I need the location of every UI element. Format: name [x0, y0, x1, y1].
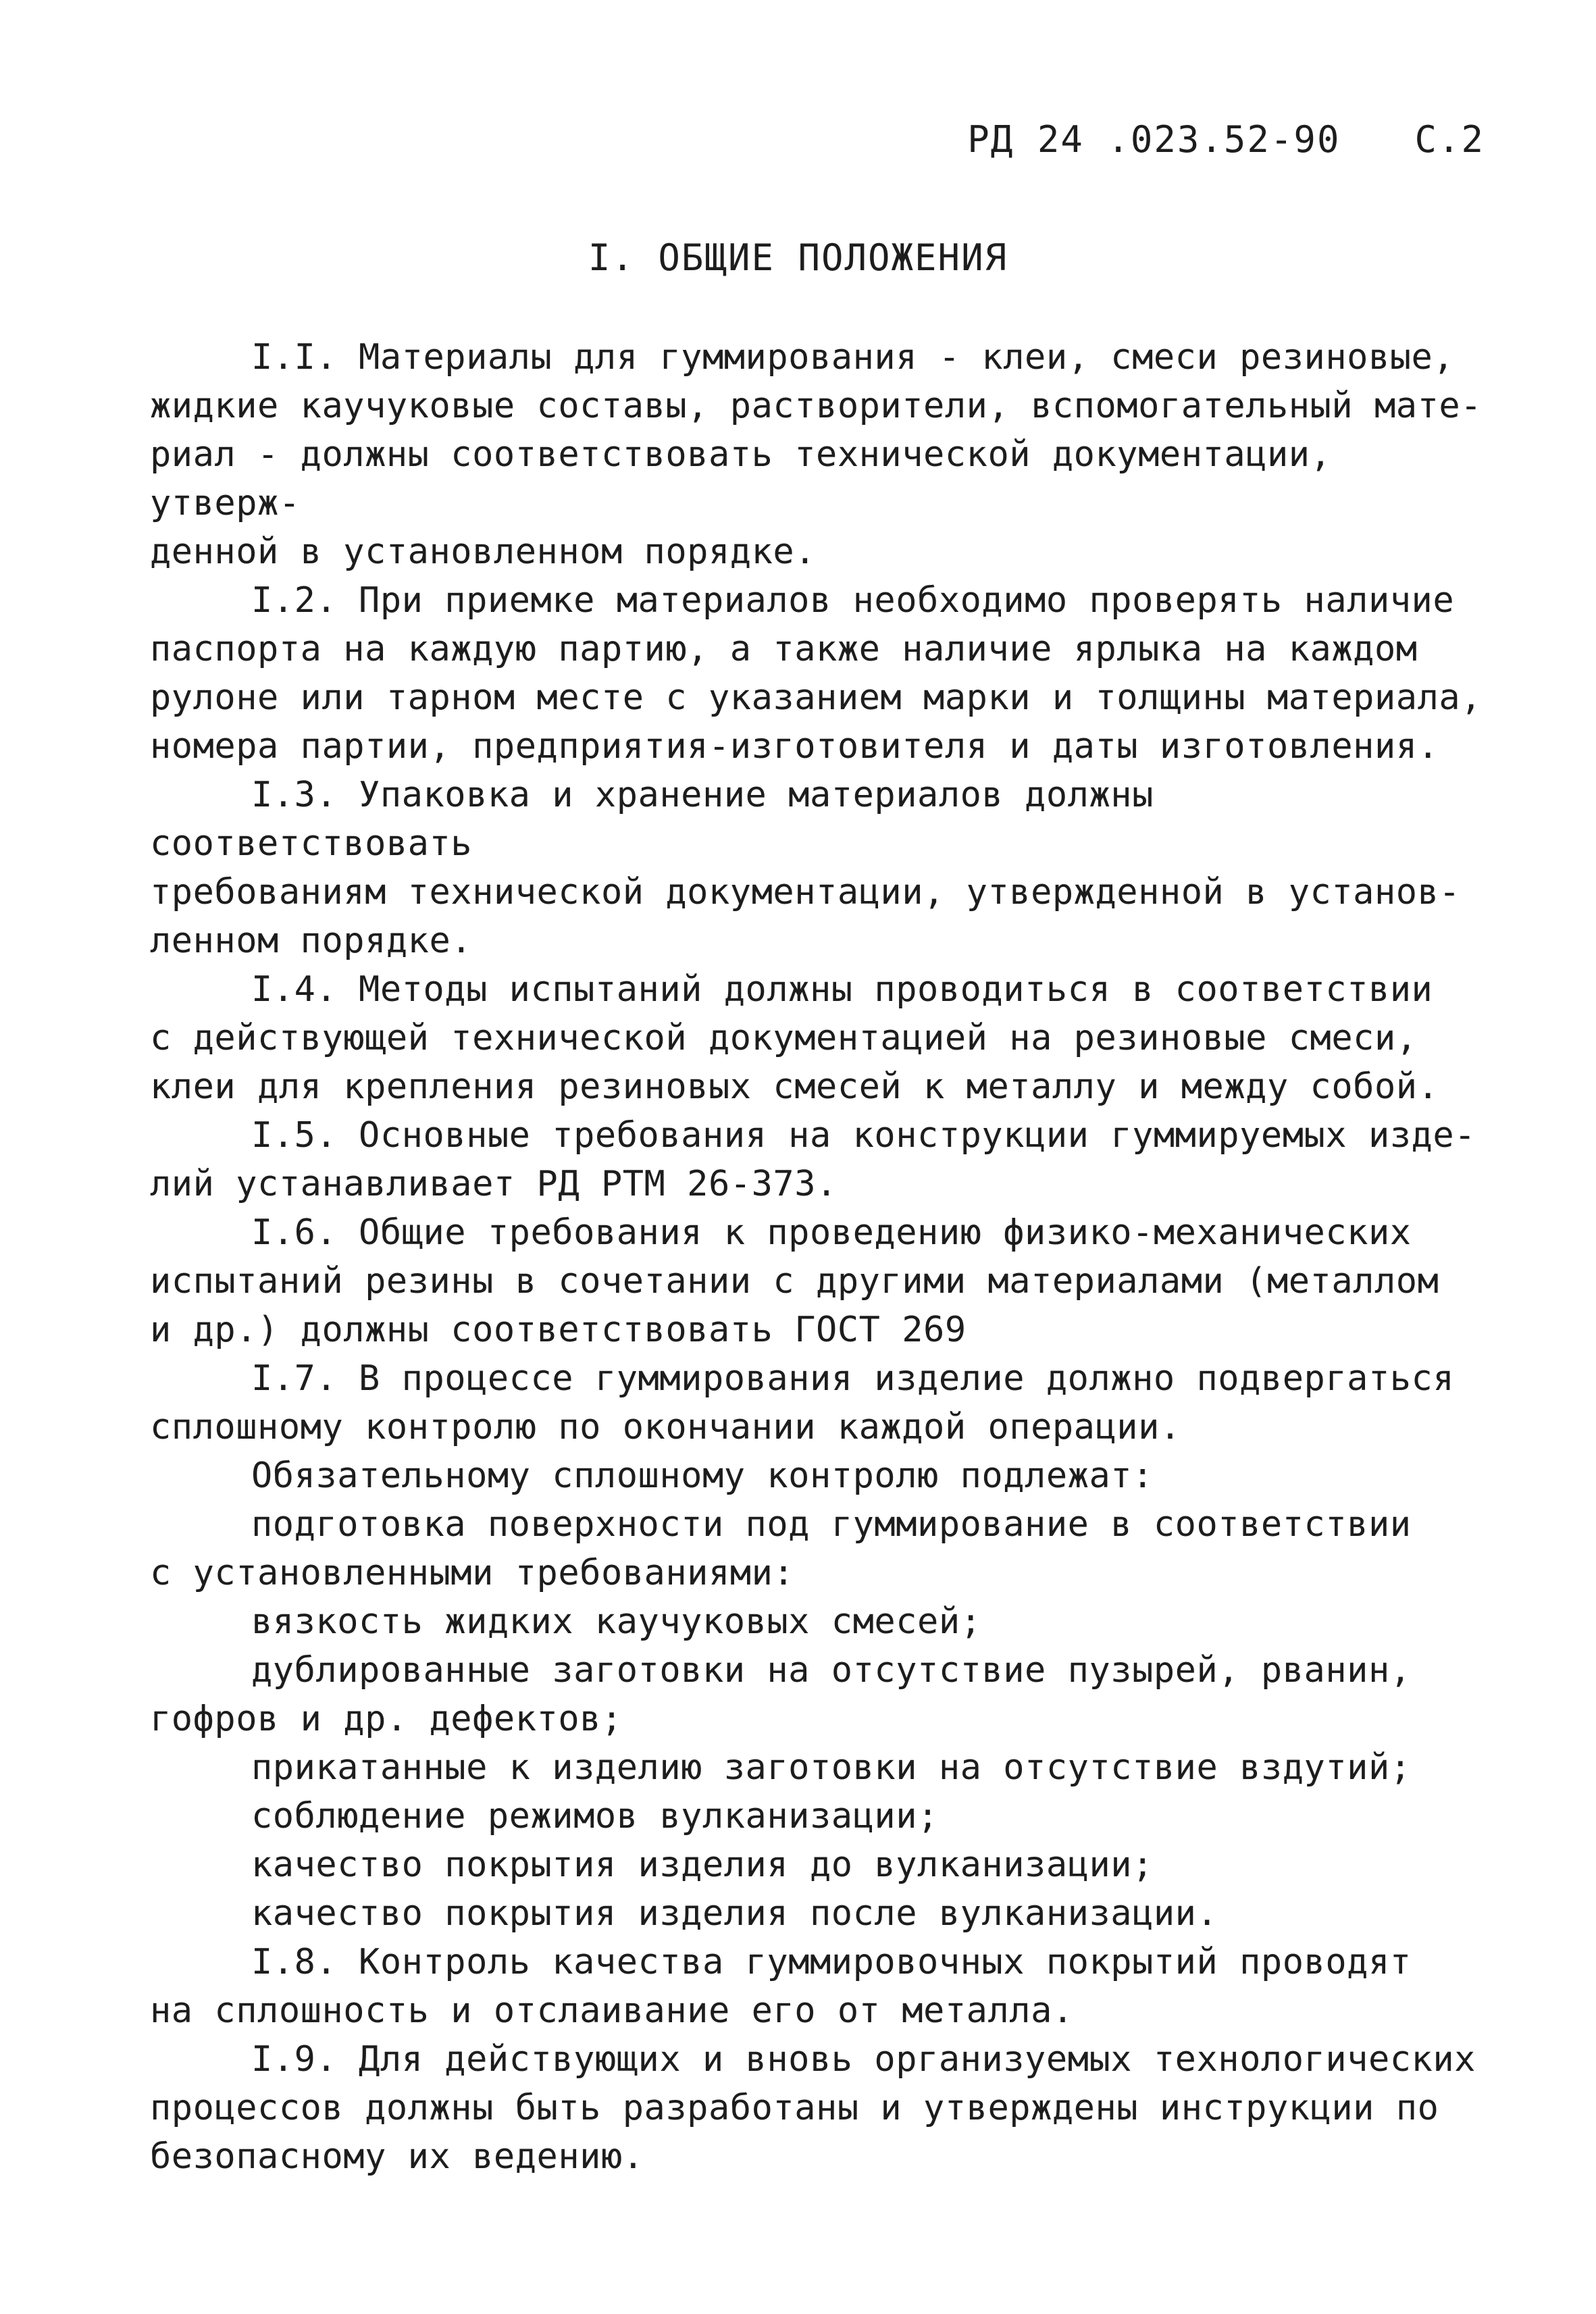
text-line: качество покрытия изделия после вулканизации.: [251, 1893, 1218, 1934]
text-line: вязкость жидких каучуковых смесей;: [251, 1601, 982, 1642]
text-line: I.6. Общие требования к проведению физико-механических: [251, 1212, 1412, 1253]
text-line: и др.) должны соответствовать ГОСТ 269: [150, 1310, 967, 1350]
section-title: I. ОБЩИЕ ПОЛОЖЕНИЯ: [588, 236, 1008, 279]
page-number: С.2: [1414, 118, 1485, 161]
document-body: [150, 333, 1494, 2181]
text-line: денной в установленном порядке.: [150, 532, 817, 572]
text-line: лий устанавливает РД РТМ 26-373.: [150, 1164, 838, 1204]
text-line: I.9. Для действующих и вновь организуемых технологических: [251, 2039, 1476, 2080]
text-line: I.I. Материалы для гуммирования - клеи, смеси резиновые,: [251, 337, 1455, 378]
text-line: гофров и др. дефектов;: [150, 1699, 623, 1739]
text-line: Обязательному сплошному контролю подлежат:: [251, 1456, 1154, 1496]
page-header: [967, 118, 1485, 161]
text-line: прикатанные к изделию заготовки на отсутствие вздутий;: [251, 1747, 1412, 1788]
text-line: I.2. При приемке материалов необходимо проверять наличие: [251, 580, 1455, 621]
text-line: качество покрытия изделия до вулканизации;: [251, 1845, 1154, 1885]
text-line: дублированные заготовки на отсутствие пузырей, рванин,: [251, 1650, 1412, 1691]
text-line: соблюдение режимов вулканизации;: [251, 1796, 939, 1836]
text-line: ленном порядке.: [150, 921, 473, 961]
text-line: I.8. Контроль качества гуммировочных покрытий проводят: [251, 1942, 1412, 1982]
text-line: сплошному контролю по окончании каждой операции.: [150, 1407, 1181, 1447]
text-line: I.4. Методы испытаний должны проводиться в соответствии: [251, 969, 1433, 1010]
text-line: с действующей технической документацией на резиновые смеси,: [150, 1018, 1418, 1058]
text-line: требованиям технической документации, утвержденной в установ-: [150, 872, 1461, 912]
text-line: I.3. Упаковка и хранение материалов должны соответствовать: [150, 775, 1154, 864]
text-line: паспорта на каждую партию, а также наличие ярлыка на каждом: [150, 629, 1418, 669]
text-line: с установленными требованиями:: [150, 1553, 795, 1593]
text-line: испытаний резины в сочетании с другими материалами (металлом: [150, 1261, 1439, 1302]
text-line: клеи для крепления резиновых смесей к металлу и между собой.: [150, 1066, 1439, 1107]
text-line: I.7. В процессе гуммирования изделие должно подвергаться: [251, 1358, 1455, 1399]
text-line: на сплошность и отслаивание его от металла.: [150, 1990, 1074, 2031]
text-line: безопасному их ведению.: [150, 2136, 644, 2177]
text-line: номера партии, предприятия-изготовителя и даты изготовления.: [150, 726, 1439, 767]
text-line: I.5. Основные требования на конструкции гуммируемых изде-: [251, 1115, 1476, 1156]
text-line: подготовка поверхности под гуммирование в соответствии: [251, 1504, 1412, 1545]
document-code: РД 24 .023.52-90: [967, 118, 1341, 161]
text-line: риал - должны соответствовать технической документации, утверж-: [150, 434, 1332, 523]
text-line: процессов должны быть разработаны и утверждены инструкции по: [150, 2088, 1439, 2128]
text-line: жидкие каучуковые составы, растворители, вспомогательный мате-: [150, 386, 1483, 426]
text-line: рулоне или тарном месте с указанием марки и толщины материала,: [150, 677, 1483, 718]
